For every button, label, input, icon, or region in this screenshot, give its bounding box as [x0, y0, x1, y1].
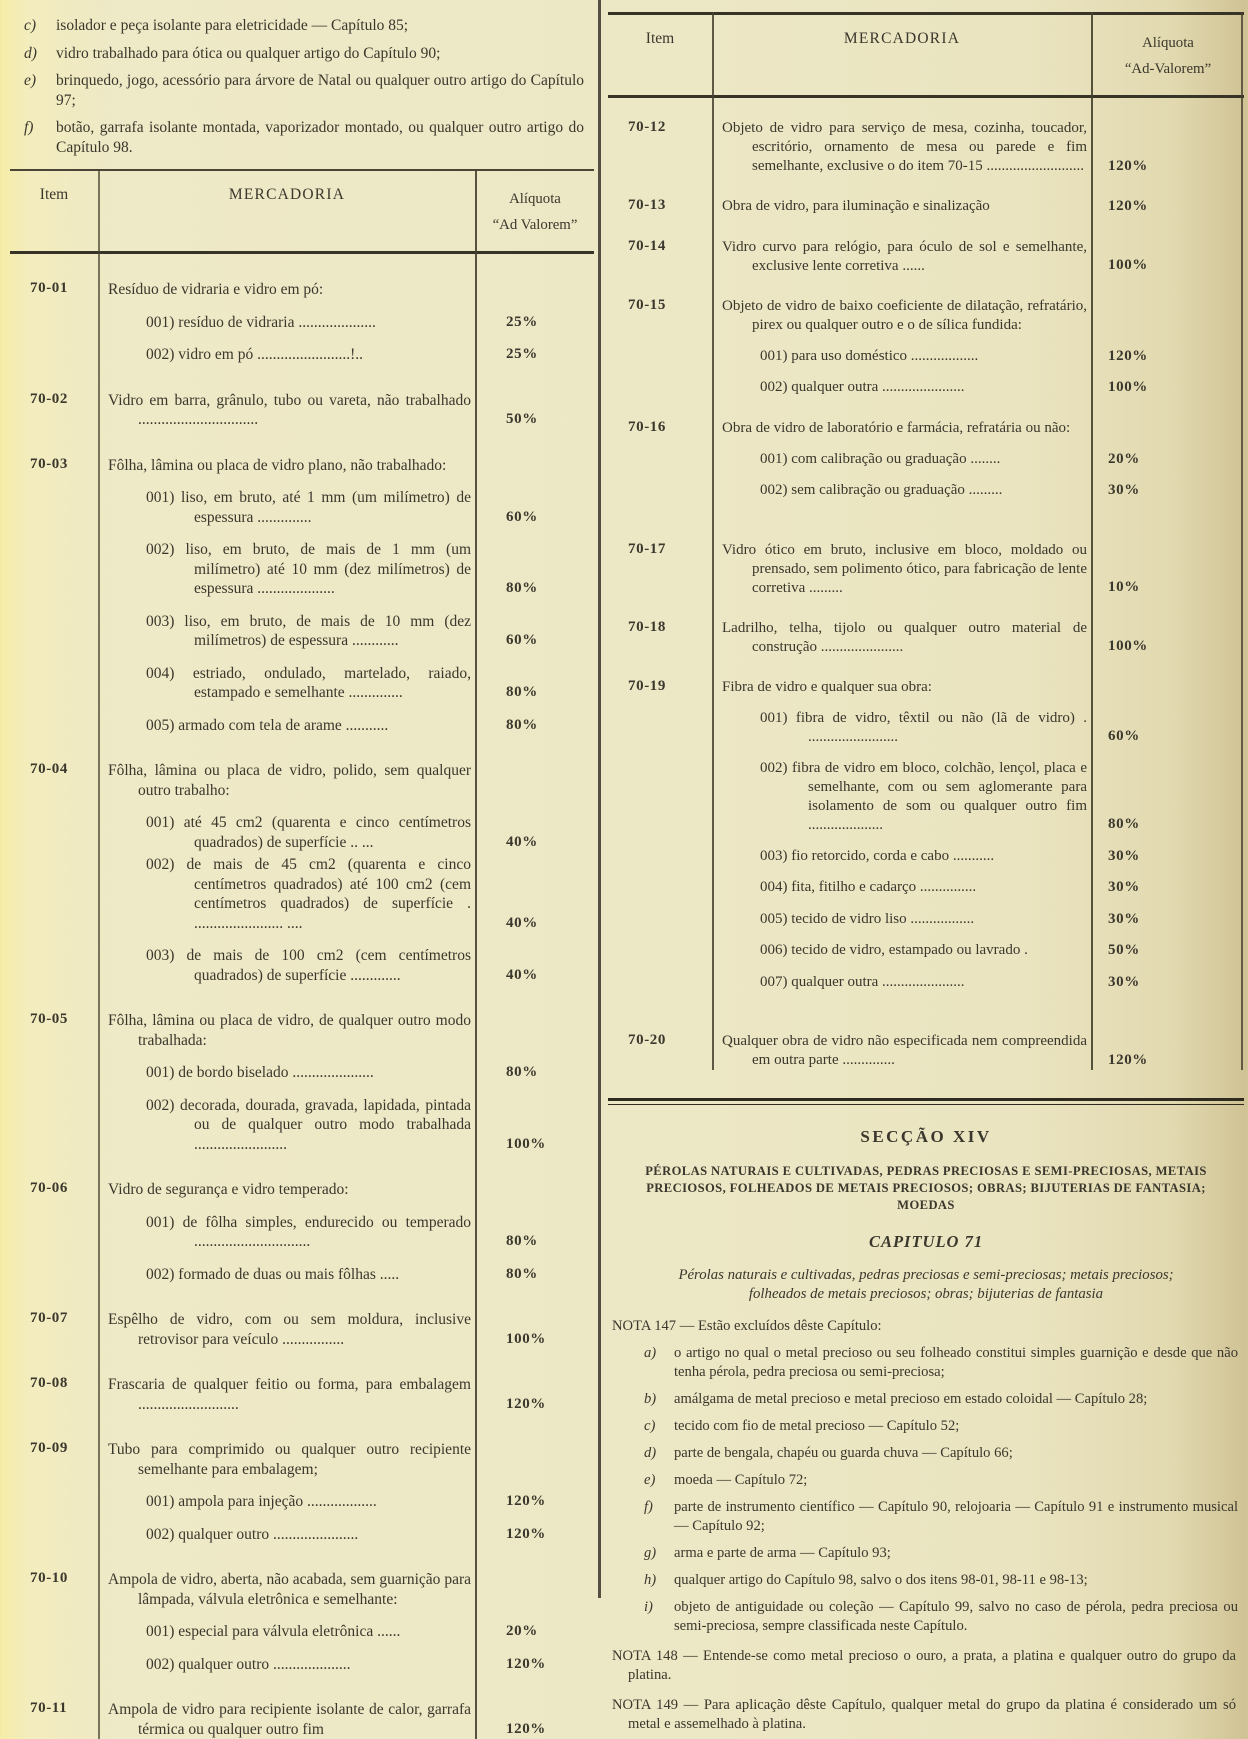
table-entry [712, 709, 1244, 747]
table-entry [98, 1440, 594, 1479]
intro-item [20, 16, 590, 36]
left-column [10, 16, 594, 1739]
item-description: Objeto de vidro para serviço de mesa, cozinha, toucador, escritório, ornamento de mesa ou parede e fim semelhante, exclusive o do item 70-15 .......................... [712, 119, 1092, 176]
table-entry [98, 946, 594, 985]
item-value: 120% [476, 1395, 594, 1415]
item-description: Tubo para comprimido ou qualquer outro recipiente semelhante para embalagem; [98, 1440, 476, 1479]
item-description: 001) de bordo biselado ..................... [98, 1063, 476, 1083]
item-description: Frascaria de qualquer feitio ou forma, para embalagem .......................... [98, 1375, 476, 1414]
table-entry [98, 1492, 594, 1512]
item-description: 001) ampola para injeção .................. [98, 1492, 476, 1512]
column-header-aliquota [1092, 30, 1244, 82]
item-description: Ladrilho, telha, tijolo ou qualquer outro material de construção ...................... [712, 619, 1092, 657]
chapter-title: CAPITULO 71 [612, 1232, 1240, 1252]
item-value: 80% [476, 1265, 594, 1285]
section-title: SECÇÃO XIV [612, 1127, 1240, 1147]
table-entry [712, 119, 1244, 176]
item-description: Fôlha, lâmina ou placa de vidro plano, não trabalhado: [98, 456, 476, 476]
table-entry [98, 761, 594, 800]
tariff-table-right [608, 12, 1244, 1070]
note-intro: NOTA 147 — Estão excluídos dêste Capítulo: [612, 1317, 1240, 1336]
note-item [640, 1471, 1240, 1490]
table-entry [98, 345, 594, 365]
item-description: 001) com calibração ou graduação ........ [712, 450, 1092, 470]
item-description: Vidro em barra, grânulo, tubo ou vareta, não trabalhado ............................... [98, 391, 476, 430]
item-number: 70-07 [10, 1310, 98, 1349]
table-entry [712, 678, 1244, 697]
table-entry [98, 313, 594, 333]
item-entries [98, 1011, 594, 1154]
chapter-description: Pérolas naturais e cultivadas, pedras preciosas e semi-preciosas; metais preciosos; folheados de metais preciosos; obras; bijuterias de fantasia [652, 1266, 1200, 1303]
item-entries [712, 119, 1244, 176]
column-header-aliquota [476, 186, 594, 238]
item-value: 50% [476, 410, 594, 430]
item-value: 80% [476, 579, 594, 599]
item-value: 120% [1092, 197, 1244, 217]
intro-item-text: isolador e peça isolante para eletricidade — Capítulo 85; [56, 16, 590, 36]
column-header-mercadoria: MERCADORIA [712, 30, 1092, 82]
item-description: 002) de mais de 45 cm2 (quarenta e cinco centímetros quadrados) até 100 cm2 (cem centímetros quadrados) de superfície . ....................... .... [98, 855, 476, 933]
table-entry [712, 973, 1244, 993]
column-header-mercadoria: MERCADORIA [98, 186, 476, 238]
item-description: 002) vidro em pó ........................!.. [98, 345, 476, 365]
table-entry [98, 1700, 594, 1739]
table-row [608, 197, 1244, 217]
tariff-table-left [10, 169, 594, 1739]
table-entry [712, 910, 1244, 930]
table-entry [712, 878, 1244, 898]
item-description: 001) especial para válvula eletrônica ...... [98, 1622, 476, 1642]
table-header-right [608, 12, 1244, 98]
item-value: 30% [1092, 973, 1244, 993]
item-description: 002) formado de duas ou mais fôlhas ..... [98, 1265, 476, 1285]
note-intro: NOTA 149 — Para aplicação dêste Capítulo, qualquer metal do grupo da platina é considerado um só metal e assemelhado à platina. [612, 1696, 1240, 1734]
item-description: Vidro ótico em bruto, inclusive em bloco, moldado ou prensado, sem polimento ótico, para fabricação de lente corretiva ......... [712, 541, 1092, 598]
note-item-letter: c) [640, 1417, 674, 1436]
item-value: 120% [476, 1525, 594, 1545]
table-entry [98, 1570, 594, 1609]
note-item-letter: i) [640, 1598, 674, 1636]
table-entry [712, 847, 1244, 867]
item-description: 006) tecido de vidro, estampado ou lavrado . [712, 941, 1092, 961]
item-value: 20% [476, 1622, 594, 1642]
item-number: 70-12 [608, 119, 712, 176]
table-row [608, 419, 1244, 501]
item-value: 25% [476, 313, 594, 333]
item-number: 70-09 [10, 1440, 98, 1544]
table-entry [712, 450, 1244, 470]
item-value: 100% [1092, 256, 1244, 276]
table-rule-value-left [475, 169, 477, 1739]
item-description: 001) liso, em bruto, até 1 mm (um milímetro) de espessura .............. [98, 488, 476, 527]
item-value: 100% [476, 1330, 594, 1350]
item-value: 30% [1092, 910, 1244, 930]
table-entry [98, 1213, 594, 1252]
table-entry [98, 456, 594, 476]
item-number: 70-20 [608, 1032, 712, 1070]
note [612, 1317, 1240, 1636]
note-item [640, 1417, 1240, 1436]
table-entry [712, 419, 1244, 438]
table-row [608, 1032, 1244, 1070]
seccao-xiv [608, 1127, 1244, 1734]
note-items [640, 1344, 1240, 1636]
chapter-exclusions-list [10, 16, 594, 157]
intro-item-letter: f) [20, 118, 56, 157]
item-description: Espêlho de vidro, com ou sem moldura, inclusive retrovisor para veículo ................ [98, 1310, 476, 1349]
item-entries [712, 197, 1244, 217]
item-value: 80% [1092, 815, 1244, 835]
item-description: 003) liso, em bruto, de mais de 10 mm (dez milímetros) de espessura ............ [98, 612, 476, 651]
note-item-letter: b) [640, 1390, 674, 1409]
item-value: 60% [476, 631, 594, 651]
item-entries [712, 619, 1244, 657]
item-value: 80% [476, 683, 594, 703]
column-divider-rule [598, 0, 601, 1598]
intro-item-letter: d) [20, 44, 56, 64]
item-entries [98, 1375, 594, 1414]
item-number: 70-19 [608, 678, 712, 993]
table-entry [98, 1265, 594, 1285]
section-subtitle: PÉROLAS NATURAIS E CULTIVADAS, PEDRAS PRECIOSAS E SEMI-PRECIOSAS, METAIS PRECIOSOS, FOLHEADOS DE METAIS PRECIOSOS; OBRAS; BIJUTERIAS DE FANTASIA; MOEDAS [624, 1163, 1228, 1214]
note-item [640, 1344, 1240, 1382]
table-row [608, 619, 1244, 657]
item-value: 30% [1092, 878, 1244, 898]
item-value: 50% [1092, 941, 1244, 961]
item-description: 002) liso, em bruto, de mais de 1 mm (um milímetro) até 10 mm (dez milímetros) de espessura .................... [98, 540, 476, 599]
chapter-notes [612, 1317, 1240, 1734]
item-entries [98, 391, 594, 430]
item-value: 30% [1092, 847, 1244, 867]
table-entry [98, 1096, 594, 1155]
table-entry [712, 481, 1244, 501]
intro-item-letter: c) [20, 16, 56, 36]
table-entry [98, 813, 594, 852]
note-item-text: qualquer artigo do Capítulo 98, salvo o dos itens 98-01, 98-11 e 98-13; [674, 1571, 1240, 1590]
column-header-item: Item [608, 30, 712, 82]
intro-item [20, 44, 590, 64]
item-value: 60% [1092, 727, 1244, 747]
item-number: 70-06 [10, 1180, 98, 1284]
note [612, 1696, 1240, 1734]
table-entry [712, 759, 1244, 835]
table-entry [98, 1180, 594, 1200]
item-value: 100% [1092, 378, 1244, 398]
item-description: Vidro de segurança e vidro temperado: [98, 1180, 476, 1200]
item-description: 002) qualquer outra ...................... [712, 378, 1092, 398]
note-item-text: amálgama de metal precioso e metal precioso em estado coloidal — Capítulo 28; [674, 1390, 1240, 1409]
table-row [608, 297, 1244, 398]
table-entry [98, 1525, 594, 1545]
item-entries [712, 678, 1244, 993]
table-entry [712, 197, 1244, 217]
note-item-letter: e) [640, 1471, 674, 1490]
item-value: 120% [476, 1492, 594, 1512]
table-entry [98, 391, 594, 430]
item-value: 80% [476, 1063, 594, 1083]
intro-item [20, 118, 590, 157]
aliquota-line1: Alíquota [1092, 30, 1244, 56]
item-value: 100% [1092, 637, 1244, 657]
item-value: 40% [476, 966, 594, 986]
item-description: 001) fibra de vidro, têxtil ou não (lã de vidro) . ........................ [712, 709, 1092, 747]
table-entry [98, 612, 594, 651]
note-item [640, 1544, 1240, 1563]
note-item [640, 1498, 1240, 1536]
item-entries [98, 1440, 594, 1544]
table-entry [98, 664, 594, 703]
item-description: 002) decorada, dourada, gravada, lapidada, pintada ou de qualquer outro modo trabalhada ........................ [98, 1096, 476, 1155]
intro-item-text: botão, garrafa isolante montada, vaporizador montado, ou qualquer outro artigo do Capítulo 98. [56, 118, 590, 157]
item-value: 120% [1092, 347, 1244, 367]
item-value: 80% [476, 1232, 594, 1252]
aliquota-line2: “Ad-Valorem” [1092, 56, 1244, 82]
item-value: 120% [1092, 1051, 1244, 1071]
item-description: 004) fita, fitilho e cadarço ............... [712, 878, 1092, 898]
item-number: 70-03 [10, 456, 98, 736]
table-entry [712, 941, 1244, 961]
item-description: 001) até 45 cm2 (quarenta e cinco centímetros quadrados) de superfície .. ... [98, 813, 476, 852]
table-entry [98, 540, 594, 599]
table-entry [98, 1375, 594, 1414]
note-item-letter: d) [640, 1444, 674, 1463]
item-description: Obra de vidro de laboratório e farmácia, refratária ou não: [712, 419, 1092, 438]
item-description: Fôlha, lâmina ou placa de vidro, de qualquer outro modo trabalhada: [98, 1011, 476, 1050]
table-entry [712, 619, 1244, 657]
intro-item-text: brinquedo, jogo, acessório para árvore de Natal ou qualquer outro artigo do Capítulo 97; [56, 71, 590, 110]
aliquota-line1: Alíquota [476, 186, 594, 212]
item-number: 70-01 [10, 280, 98, 365]
note-item-text: tecido com fio de metal precioso — Capítulo 52; [674, 1417, 1240, 1436]
item-entries [98, 280, 594, 365]
note-item-letter: a) [640, 1344, 674, 1382]
aliquota-line2: “Ad Valorem” [476, 212, 594, 238]
table-row [608, 541, 1244, 598]
item-number: 70-02 [10, 391, 98, 430]
item-description: 004) estriado, ondulado, martelado, raiado, estampado e semelhante .............. [98, 664, 476, 703]
item-description: Objeto de vidro de baixo coeficiente de dilatação, refratário, pirex ou qualquer outro e o de sílica fundida: [712, 297, 1092, 335]
note-intro: NOTA 148 — Entende-se como metal precioso o ouro, a prata, a platina e qualquer outro do grupo da platina. [612, 1647, 1240, 1685]
item-description: 002) qualquer outro .................... [98, 1655, 476, 1675]
note-item [640, 1571, 1240, 1590]
item-description: Obra de vidro, para iluminação e sinalização [712, 197, 1092, 217]
intro-item [20, 71, 590, 110]
item-number: 70-04 [10, 761, 98, 985]
item-entries [98, 761, 594, 985]
table-entry [98, 1622, 594, 1642]
table-entry [712, 238, 1244, 276]
item-entries [98, 456, 594, 736]
item-entries [98, 1310, 594, 1349]
table-rule-item-right [712, 12, 714, 1070]
item-description: Fôlha, lâmina ou placa de vidro, polido, sem qualquer outro trabalho: [98, 761, 476, 800]
column-header-item: Item [10, 186, 98, 238]
item-value: 100% [476, 1135, 594, 1155]
item-entries [98, 1180, 594, 1284]
item-entries [712, 238, 1244, 276]
intro-item-text: vidro trabalhado para ótica ou qualquer artigo do Capítulo 90; [56, 44, 590, 64]
table-entry [98, 716, 594, 736]
item-number: 70-13 [608, 197, 712, 217]
item-description: Resíduo de vidraria e vidro em pó: [98, 280, 476, 300]
table-entry [98, 1063, 594, 1083]
table-entry [98, 1310, 594, 1349]
table-row [608, 119, 1244, 176]
item-value: 80% [476, 716, 594, 736]
table-entry [98, 855, 594, 933]
item-description: 005) armado com tela de arame ........... [98, 716, 476, 736]
note-item-letter: g) [640, 1544, 674, 1563]
item-number: 70-08 [10, 1375, 98, 1414]
item-description: 007) qualquer outra ...................... [712, 973, 1092, 993]
item-description: 002) fibra de vidro em bloco, colchão, lençol, placa e semelhante, com ou sem aglomerante para isolamento de som ou qualquer outro fim .................... [712, 759, 1092, 835]
item-entries [98, 1570, 594, 1674]
note-item-text: objeto de antiguidade ou coleção — Capítulo 99, salvo no caso de pérola, pedra preciosa ou semi-preciosa, sempre classificada neste Capítulo. [674, 1598, 1240, 1636]
item-description: Qualquer obra de vidro não especificada nem compreendida em outra parte .............. [712, 1032, 1092, 1070]
item-description: 003) de mais de 100 cm2 (cem centímetros quadrados) de superfície ............. [98, 946, 476, 985]
item-description: Ampola de vidro, aberta, não acabada, sem guarnição para lâmpada, válvula eletrônica e semelhante: [98, 1570, 476, 1609]
table-entry [712, 541, 1244, 598]
item-number: 70-05 [10, 1011, 98, 1154]
note-item-text: parte de bengala, chapéu ou guarda chuva — Capítulo 66; [674, 1444, 1240, 1463]
item-value: 120% [476, 1655, 594, 1675]
item-description: 002) qualquer outro ...................... [98, 1525, 476, 1545]
item-value: 30% [1092, 481, 1244, 501]
item-value: 120% [476, 1720, 594, 1739]
table-row [608, 238, 1244, 276]
item-description: Ampola de vidro para recipiente isolante de calor, garrafa térmica ou qualquer outro fim [98, 1700, 476, 1739]
item-value: 40% [476, 833, 594, 853]
note-item [640, 1390, 1240, 1409]
note-item [640, 1598, 1240, 1636]
item-description: Fibra de vidro e qualquer sua obra: [712, 678, 1092, 697]
note-item-text: o artigo no qual o metal precioso ou seu folheado constitui simples guarnição e desde que não tenha pérola, pedra preciosa ou semi-preciosa; [674, 1344, 1240, 1382]
intro-item-letter: e) [20, 71, 56, 110]
item-number: 70-15 [608, 297, 712, 398]
table-entry [98, 1011, 594, 1050]
item-number: 70-10 [10, 1570, 98, 1674]
note-item-text: arma e parte de arma — Capítulo 93; [674, 1544, 1240, 1563]
item-description: 001) de fôlha simples, endurecido ou temperado .............................. [98, 1213, 476, 1252]
note-item-text: moeda — Capítulo 72; [674, 1471, 1240, 1490]
item-entries [712, 419, 1244, 501]
item-number: 70-17 [608, 541, 712, 598]
table-entry [712, 347, 1244, 367]
item-entries [712, 541, 1244, 598]
table-bottom-rule [608, 1098, 1244, 1105]
right-column [608, 0, 1244, 1734]
table-entry [712, 297, 1244, 335]
item-entries [712, 1032, 1244, 1070]
table-entry [98, 1655, 594, 1675]
item-value: 25% [476, 345, 594, 365]
note-item [640, 1444, 1240, 1463]
item-number: 70-16 [608, 419, 712, 501]
item-value: 40% [476, 914, 594, 934]
item-description: 001) resíduo de vidraria .................... [98, 313, 476, 333]
item-description: 001) para uso doméstico .................. [712, 347, 1092, 367]
item-entries [712, 297, 1244, 398]
table-entry [98, 488, 594, 527]
note-item-letter: h) [640, 1571, 674, 1590]
item-value: 60% [476, 508, 594, 528]
table-entry [712, 378, 1244, 398]
item-description: 003) fio retorcido, corda e cabo ........... [712, 847, 1092, 867]
item-value: 20% [1092, 450, 1244, 470]
item-number: 70-14 [608, 238, 712, 276]
item-number: 70-18 [608, 619, 712, 657]
item-value: 120% [1092, 157, 1244, 177]
table-rule-value-right [1091, 12, 1093, 1070]
table-row [608, 678, 1244, 993]
item-entries [98, 1700, 594, 1739]
table-rule-item-left [98, 169, 100, 1739]
table-entry [98, 280, 594, 300]
note [612, 1647, 1240, 1685]
item-description: 005) tecido de vidro liso ................. [712, 910, 1092, 930]
item-number: 70-11 [10, 1700, 98, 1739]
item-description: 002) sem calibração ou graduação ......... [712, 481, 1092, 501]
note-item-letter: f) [640, 1498, 674, 1536]
item-description: Vidro curvo para relógio, para óculo de sol e semelhante, exclusive lente corretiva ...... [712, 238, 1092, 276]
table-entry [712, 1032, 1244, 1070]
note-item-text: parte de instrumento científico — Capítulo 90, relojoaria — Capítulo 91 e instrumento musical — Capítulo 92; [674, 1498, 1240, 1536]
table-body-right [608, 119, 1244, 1070]
item-value: 10% [1092, 578, 1244, 598]
table-rule-edge-right [1241, 12, 1243, 1070]
